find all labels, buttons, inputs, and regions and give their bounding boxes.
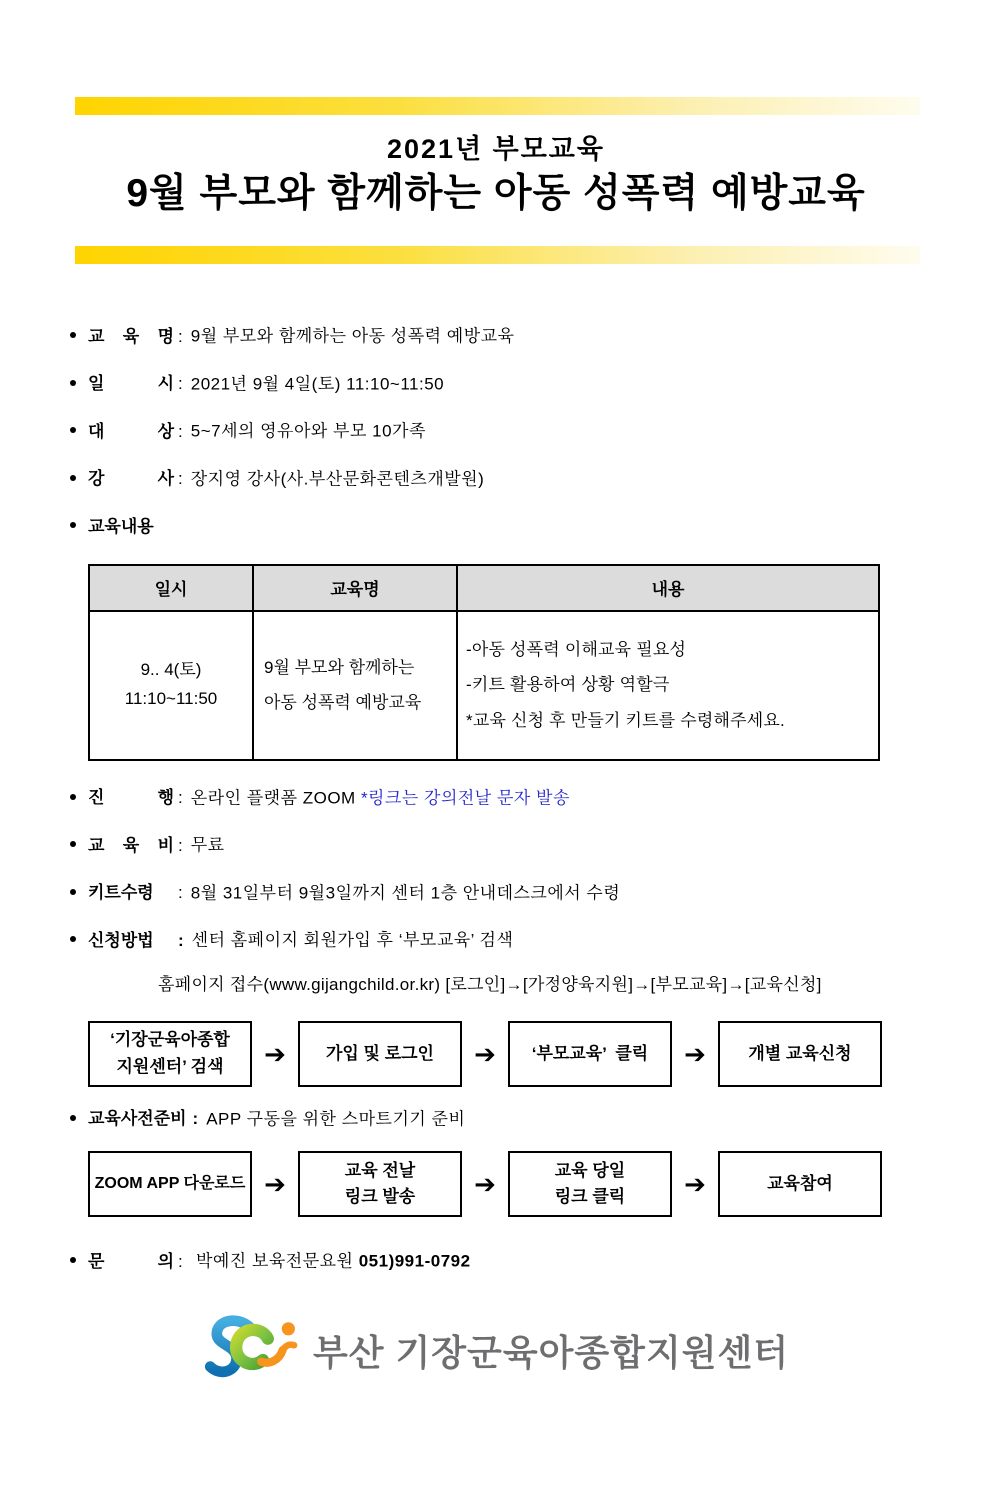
arrow-right-icon: ➔: [684, 1038, 706, 1069]
bullet-icon: [70, 794, 76, 800]
colon: :: [178, 421, 183, 441]
detail-label: 교 육 비: [88, 835, 174, 855]
flow-step-download: [88, 1151, 252, 1217]
info-value: 9월 부모와 함께하는 아동 성폭력 예방교육: [190, 326, 515, 346]
bullet-icon: [70, 522, 76, 528]
arrow-right-icon: ➔: [474, 1038, 496, 1069]
flow-step-label: ‘부모교육’ 클릭: [531, 1043, 649, 1063]
flow-step-apply: [718, 1021, 882, 1087]
info-label: 대 상: [88, 421, 174, 441]
flow-step-label: 지원센터’ 검색: [116, 1056, 224, 1076]
flow-step-label: 교육참여: [767, 1174, 833, 1194]
table-row: [89, 611, 879, 760]
info-label: 교 육 명: [88, 326, 174, 346]
bullet-icon: [70, 889, 76, 895]
colon: :: [178, 930, 184, 950]
flow-step-click: [508, 1021, 672, 1087]
info-label: 일 시: [88, 374, 174, 394]
info-row-instructor: [70, 469, 992, 490]
table-cell-content: [457, 611, 879, 760]
date-line: 9.. 4(토): [140, 660, 202, 680]
contact-person: 박예진 보육전문요원: [190, 1251, 359, 1271]
detail-value: 8월 31일부터 9월3일까지 센터 1층 안내데스크에서 수령: [190, 883, 621, 903]
bullet-icon: [70, 1257, 76, 1263]
detail-row-apply: [70, 930, 992, 951]
flow-step-participate: [718, 1151, 882, 1217]
content-line: *교육 신청 후 만들기 키트를 수령해주세요.: [466, 711, 785, 731]
flow-step-label: 개별 교육신청: [748, 1043, 852, 1063]
info-row-name: [70, 326, 992, 347]
flow-step-label: ZOOM APP 다운로드: [94, 1174, 246, 1192]
detail-row-kit: [70, 883, 992, 904]
info-list: [70, 326, 992, 537]
apply-subline: 홈페이지 접수(www.gijangchild.or.kr) [로그인]→[가정양육지원]→[부모교육]→[교육신청]: [158, 974, 822, 994]
table-header-row: [89, 565, 879, 611]
info-row-contents-heading: [70, 516, 992, 537]
center-logo-icon: [203, 1314, 303, 1388]
detail-label: 진 행: [88, 788, 174, 808]
content-line: -키트 활용하여 상황 역할극: [466, 675, 670, 695]
detail-row-progress: [70, 788, 992, 809]
detail-label: 키트수령: [88, 883, 154, 903]
colon: :: [178, 469, 183, 489]
content-line: -아동 성폭력 이해교육 필요성: [466, 639, 687, 659]
flow-step-label: 링크 발송: [344, 1187, 416, 1207]
colon: :: [178, 374, 183, 394]
detail-value: 무료: [190, 835, 225, 855]
contact-row: [70, 1251, 992, 1272]
name-line: 9월 부모와 함께하는: [264, 657, 415, 677]
arrow-right-icon: ➔: [474, 1169, 496, 1200]
notice-page: [0, 97, 992, 1500]
flow-step-label: 링크 클릭: [554, 1187, 626, 1207]
arrow-right-icon: ➔: [684, 1169, 706, 1200]
bullet-icon: [70, 380, 76, 386]
table-header-datetime: 일시: [89, 565, 253, 611]
colon: :: [178, 788, 183, 808]
table-header-content: 내용: [457, 565, 879, 611]
bullet-icon: [70, 1115, 76, 1121]
detail-value: 온라인 플랫폼 ZOOM: [190, 788, 361, 808]
detail-value: APP 구동을 위한 스마트기기 준비: [206, 1109, 466, 1129]
bullet-icon: [70, 841, 76, 847]
organization-name: 부산 기장군육아종합지원센터: [312, 1332, 790, 1374]
detail-row-fee: [70, 835, 992, 856]
arrow-right-icon: ➔: [264, 1038, 286, 1069]
name-line: 아동 성폭력 예방교육: [264, 693, 422, 713]
info-label: 강 사: [88, 469, 174, 489]
flow-step-label: ‘기장군육아종합: [110, 1030, 230, 1050]
top-accent-bar: [75, 97, 920, 115]
colon: :: [178, 1251, 183, 1271]
colon: :: [178, 883, 183, 903]
info-value: 장지영 강사(사.부산문화콘텐츠개발원): [190, 469, 485, 489]
table-cell-datetime: [89, 611, 253, 760]
flow-step-link-sent: [298, 1151, 462, 1217]
flow-step-label: 가입 및 로그인: [325, 1043, 434, 1063]
bullet-icon: [70, 475, 76, 481]
detail-row-preparation: [70, 1109, 992, 1130]
bullet-icon: [70, 427, 76, 433]
contact-label: 문 의: [88, 1251, 174, 1271]
page-title: 9월 부모와 함께하는 아동 성폭력 예방교육: [126, 172, 866, 216]
info-value: 5~7세의 영유아와 부모 10가족: [190, 421, 426, 441]
title-accent-bar: [75, 246, 920, 264]
flow-step-label: 교육 전날: [344, 1161, 416, 1180]
info-value: 2021년 9월 4일(토) 11:10~11:50: [190, 374, 445, 394]
details-list: [70, 788, 992, 995]
detail-label: 교육사전준비: [88, 1109, 187, 1129]
bullet-icon: [70, 936, 76, 942]
progress-note: *링크는 강의전날 문자 발송: [360, 788, 570, 808]
info-row-target: [70, 421, 992, 442]
table-cell-name: [253, 611, 457, 760]
flow-step-login: [298, 1021, 462, 1087]
contact-phone: 051)991-0792: [358, 1251, 471, 1271]
colon: :: [178, 326, 183, 346]
detail-label: 신청방법: [88, 930, 154, 950]
time-line: 11:10~11:50: [124, 689, 218, 709]
flow-step-search: [88, 1021, 252, 1087]
flow-step-link-click: [508, 1151, 672, 1217]
info-row-datetime: [70, 374, 992, 395]
info-label: 교육내용: [88, 516, 154, 536]
colon: :: [192, 1109, 199, 1129]
table-header-name: 교육명: [253, 565, 457, 611]
footer: [0, 1314, 992, 1388]
apply-flow: [88, 1021, 882, 1087]
arrow-right-icon: ➔: [264, 1169, 286, 1200]
page-subtitle: 2021년 부모교육: [387, 134, 605, 164]
detail-value: 센터 홈페이지 회원가입 후 ‘부모교육’ 검색: [191, 930, 514, 950]
colon: :: [178, 835, 183, 855]
flow-step-label: 교육 당일: [554, 1161, 626, 1180]
education-table: [88, 564, 880, 761]
participation-flow: [88, 1151, 882, 1217]
bullet-icon: [70, 332, 76, 338]
